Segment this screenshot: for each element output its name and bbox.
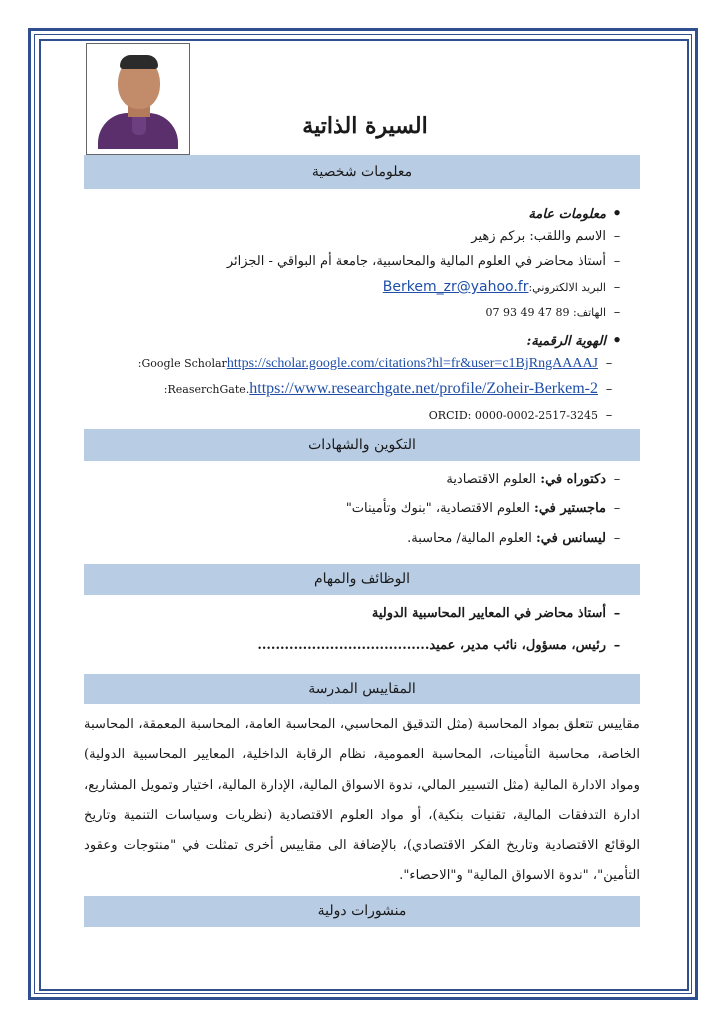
researchgate-line: –:ReaserchGate.https://www.researchgate.net/profile/Zoheir-Berkem-2	[164, 380, 620, 398]
dash-icon: –	[613, 229, 621, 244]
dash-icon: –	[613, 638, 621, 653]
courses-paragraph: مقاييس تتعلق بمواد المحاسبة (مثل التدقيق المحاسبي، المحاسبة العامة، المحاسبة المعمقة، المحاسبة الخاصة، محاسبة التأمينات، المحاسبة العمومية، نظام الرقابة الداخلية، المعايير المحاسبية الدولية) ومواد الادارة المالية (مثل التسيير المالي، ندوة الاسواق المالية، الإدارة المالية، اختيار وتمويل المشاريع، ادارة التدفقات المالية، تقنيات بنكية)، أو مواد العلوم الاقتصادية (نظريات وسياسات التنمية وتاريخ الوقائع الاقتصادية وتاريخ الفكر الاقتصادي)، بالإضافة الى مقاييس أخرى تمثلت في "منتوجات وعقود التأمين"، "ندوة الاسواق المالية" و"الاحصاء".	[84, 717, 640, 884]
google-scholar-link[interactable]: https://scholar.google.com/citations?hl=fr&user=c1BjRngAAAAJ	[226, 356, 598, 371]
google-scholar-line: –:Google Scholarhttps://scholar.google.com/citations?hl=fr&user=c1BjRngAAAAJ	[138, 356, 620, 372]
education-item: –دكتوراه في: العلوم الاقتصادية	[446, 472, 628, 487]
dash-icon: –	[613, 472, 621, 487]
orcid-line: –ORCID: 0000-0002-2517-3245	[429, 408, 620, 423]
name-line: –الاسم واللقب: بركم زهير	[471, 229, 628, 244]
section-header-publications: منشورات دولية	[84, 896, 640, 927]
dash-icon: –	[605, 382, 613, 397]
page-title: السيرة الذاتية	[302, 113, 428, 139]
job-item: –أستاذ محاضر في المعايير المحاسبية الدولية	[372, 606, 628, 621]
dash-icon: –	[605, 356, 613, 371]
profile-photo	[86, 43, 190, 155]
bullet-icon: •	[612, 331, 622, 349]
section-header-jobs: الوظائف والمهام	[84, 564, 640, 595]
education-item: –ماجستير في: العلوم الاقتصادية، "بنوك وتأمينات"	[346, 501, 628, 516]
dash-icon: –	[613, 280, 621, 295]
dash-icon: –	[613, 606, 621, 621]
general-info-heading: •معلومات عامة	[528, 204, 628, 222]
section-header-education: التكوين والشهادات	[84, 429, 640, 461]
dash-icon: –	[613, 531, 621, 546]
position-line: –أستاذ محاضر في العلوم المالية والمحاسبية، جامعة أم البواقي - الجزائر	[227, 254, 628, 269]
email-line: –البريد الالكتروني:Berkem_zr@yahoo.fr	[383, 279, 628, 295]
dash-icon: –	[605, 408, 613, 423]
education-item: –ليسانس في: العلوم المالية/ محاسبة.	[407, 531, 628, 546]
dash-icon: –	[613, 305, 621, 320]
job-item: –رئيس، مسؤول، نائب مدير، عميد......................................	[257, 638, 628, 653]
dash-icon: –	[613, 501, 621, 516]
researchgate-link[interactable]: https://www.researchgate.net/profile/Zoheir-Berkem-2	[249, 380, 598, 397]
digital-identity-heading: •الهوية الرقمية:	[526, 331, 628, 349]
phone-line: –الهاتف: 89 47 49 93 07	[486, 305, 628, 320]
dash-icon: –	[613, 254, 621, 269]
email-link[interactable]: Berkem_zr@yahoo.fr	[382, 279, 529, 295]
section-header-personal: معلومات شخصية	[84, 155, 640, 189]
section-header-courses: المقاييس المدرسة	[84, 674, 640, 704]
bullet-icon: •	[612, 204, 622, 222]
